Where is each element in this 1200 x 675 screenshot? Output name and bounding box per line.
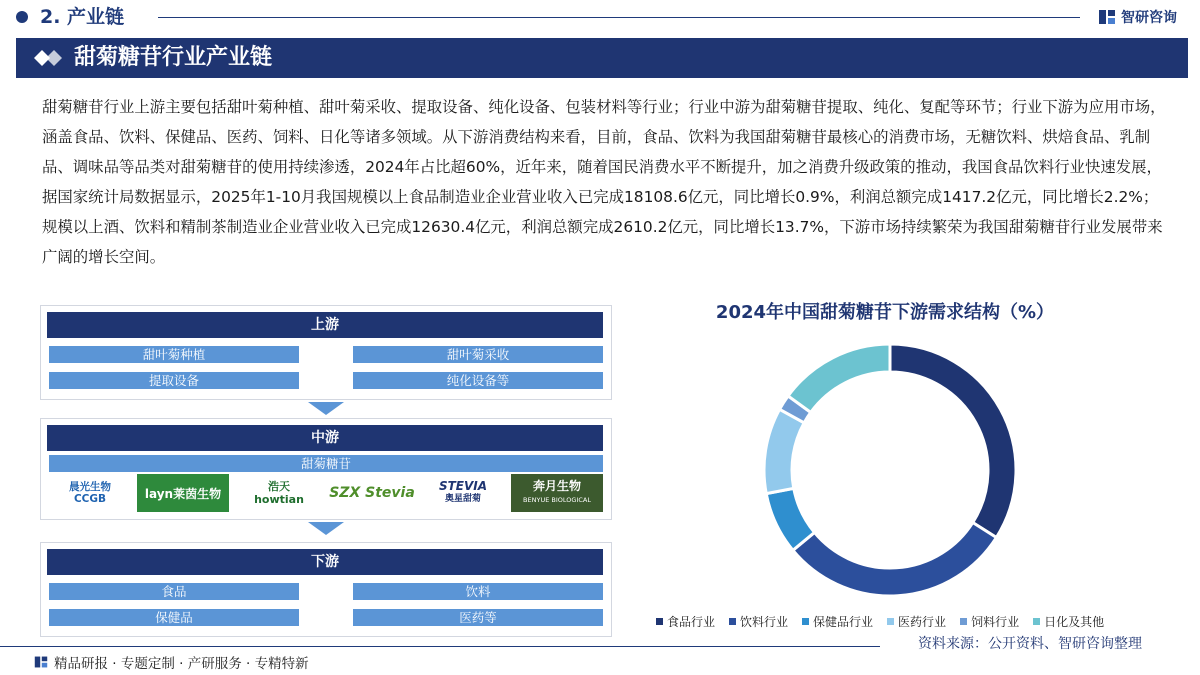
brand-logo xyxy=(1098,6,1177,28)
logo-benyue-en: BENYUE BIOLOGICAL xyxy=(523,496,591,504)
midstream-item: 甜菊糖苷 xyxy=(49,455,603,472)
top-bar xyxy=(0,0,1200,36)
logo-howtian xyxy=(235,474,323,512)
downstream-header: 下游 xyxy=(47,549,603,575)
upstream-item: 甜叶菊采收 xyxy=(353,346,603,363)
footer xyxy=(34,653,309,671)
logo-benyue xyxy=(511,474,603,512)
upstream-stage xyxy=(40,305,612,400)
donut-slice-5 xyxy=(788,344,890,412)
upstream-header: 上游 xyxy=(47,312,603,338)
logo-stevia-cn: 奥星甜菊 xyxy=(444,494,481,504)
midstream-header: 中游 xyxy=(47,425,603,451)
legend-swatch xyxy=(802,618,809,625)
upstream-item: 甜叶菊种植 xyxy=(49,346,299,363)
legend-label: 保健品行业 xyxy=(813,614,874,629)
logo-stevia xyxy=(421,474,505,512)
section-dot-icon xyxy=(16,11,28,23)
legend-swatch xyxy=(656,618,663,625)
intro-paragraph: 甜菊糖苷行业上游主要包括甜叶菊种植、甜叶菊采收、提取设备、纯化设备、包装材料等行业；行业中游为甜菊糖苷提取、纯化、复配等环节；行业下游为应用市场，涵盖食品、饮料、保健品、医药、饲料、日化等诸多领域。从下游消费结构来看，目前，食品、饮料为我国甜菊糖苷最核心的消费市场，无糖饮料、烘焙食品、乳制品、调味品等品类对甜菊糖苷的使用持续渗透，2024年占比超60%，近年来，随着国民消费水平不断提升，加之消费升级政策的推动，我国食品饮料行业快速发展，据国家统计局数据显示，2025年1-10月我国规模以上食品制造业企业营业收入已完成18108.6亿元，同比增长0.9%，利润总额完成1417.2亿元，同比增长2.2%；规模以上酒、饮料和精制茶制造业企业营业收入已完成12630.4亿元，利润总额完成2610.2亿元，同比增长13.7%，下游市场持续繁荣为我国甜菊糖苷行业发展带来广阔的增长空间。 xyxy=(42,98,1166,266)
legend-item xyxy=(729,612,788,630)
donut-slice-3 xyxy=(764,409,804,493)
legend-label: 饲料行业 xyxy=(971,614,1020,629)
downstream-stage xyxy=(40,542,612,637)
logo-howtian-en: howtian xyxy=(254,493,304,506)
industry-chain xyxy=(40,305,610,640)
legend-swatch xyxy=(1033,618,1040,625)
legend-item xyxy=(887,612,946,630)
top-divider xyxy=(158,17,1080,18)
brand-name: 智研咨询 xyxy=(1121,10,1177,26)
downstream-item: 保健品 xyxy=(49,609,299,626)
legend-swatch xyxy=(960,618,967,625)
logo-ccgb xyxy=(49,474,131,512)
section-label: 2. 产业链 xyxy=(40,6,125,28)
logo-ccgb-cn: 晨光生物 xyxy=(69,481,111,493)
legend-item xyxy=(1033,612,1104,630)
logo-benyue-cn: 奔月生物 xyxy=(532,479,581,493)
company-logos xyxy=(49,474,603,512)
downstream-item: 饮料 xyxy=(353,583,603,600)
upstream-item: 提取设备 xyxy=(49,372,299,389)
legend-item xyxy=(960,612,1019,630)
footer-services: 精品研报 · 专题定制 · 产研服务 · 专精特新 xyxy=(54,656,309,672)
legend-item xyxy=(802,612,873,630)
donut-slice-1 xyxy=(793,523,996,596)
title-band xyxy=(16,38,1188,78)
page-title: 甜菊糖苷行业产业链 xyxy=(74,45,273,70)
midstream-stage xyxy=(40,418,612,520)
logo-layn: layn莱茵生物 xyxy=(137,474,229,512)
legend-label: 医药行业 xyxy=(898,614,947,629)
donut-chart xyxy=(740,330,1040,610)
logo-szx: SZX Stevia xyxy=(329,485,415,501)
logo-ccgb-en: CCGB xyxy=(73,493,107,505)
downstream-item: 食品 xyxy=(49,583,299,600)
legend-swatch xyxy=(729,618,736,625)
donut-slice-0 xyxy=(890,344,1016,538)
logo-stevia-en: STEVIA xyxy=(438,479,488,493)
source-note: 资料来源：公开资料、智研咨询整理 xyxy=(918,636,1142,652)
legend-label: 日化及其他 xyxy=(1044,614,1105,629)
legend-label: 食品行业 xyxy=(667,614,716,629)
arrow-down-icon xyxy=(308,400,344,416)
diamond-icon xyxy=(26,46,66,70)
footer-divider xyxy=(0,646,880,647)
brand-icon xyxy=(34,655,48,669)
legend-swatch xyxy=(887,618,894,625)
chart-title: 2024年中国甜菊糖苷下游需求结构（%） xyxy=(715,302,1055,323)
legend-label: 饮料行业 xyxy=(740,614,789,629)
downstream-item: 医药等 xyxy=(353,609,603,626)
logo-howtian-cn: 浩天 xyxy=(268,480,290,493)
brand-icon xyxy=(1098,8,1116,26)
chart-legend xyxy=(656,612,1156,630)
upstream-item: 纯化设备等 xyxy=(353,372,603,389)
arrow-down-icon xyxy=(308,520,344,536)
legend-item xyxy=(656,612,715,630)
